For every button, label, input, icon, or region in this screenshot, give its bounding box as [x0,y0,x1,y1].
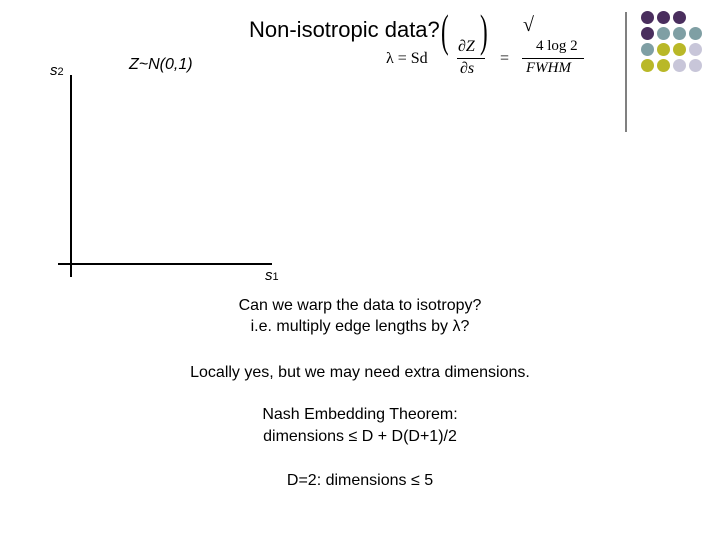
decorative-dot [657,43,670,56]
x-axis-var: s [265,267,273,284]
decorative-dot [689,43,702,56]
locally-text: Locally yes, but we may need extra dimensions. [190,364,530,381]
rhs-denominator: FWHM [526,60,571,76]
decorative-dot [641,11,654,24]
decorative-dot [657,59,670,72]
left-paren: ( [441,5,449,56]
decorative-dot [657,11,670,24]
slide-title: Non-isotropic data? [249,17,440,42]
lambda-lhs: λ = Sd [386,50,428,67]
equals-sign: = [500,50,510,67]
d2-text: D=2: dimensions ≤ 5 [286,472,434,489]
question-line-2: i.e. multiply edge lengths by λ? [250,318,470,335]
field-label: Z~N(0,1) [129,56,193,73]
partial-z: ∂Z [458,38,475,55]
decorative-dot [641,27,654,40]
nash-line-1: Nash Embedding Theorem: [262,406,458,423]
question-line-1: Can we warp the data to isotropy? [238,297,482,314]
decorative-dot [673,43,686,56]
decorative-dot [673,11,686,24]
partial-s: ∂s [460,60,475,77]
decorative-dot [689,27,702,40]
sqrt-sign: √ [523,14,534,36]
decorative-dot [641,59,654,72]
y-axis-label [50,62,64,79]
right-paren: ) [480,5,488,56]
decorative-dot [689,59,702,72]
decorative-dot [657,27,670,40]
rhs-numerator: 4 log 2 [536,38,578,54]
x-axis-sub: 1 [272,271,279,283]
x-axis-label [265,267,279,284]
y-axis-sub: 2 [57,66,64,78]
decorative-dot [641,43,654,56]
y-axis-var: s [50,62,58,79]
decorative-dot [673,59,686,72]
nash-line-2: dimensions ≤ D + D(D+1)/2 [263,428,457,445]
decorative-dot [673,27,686,40]
